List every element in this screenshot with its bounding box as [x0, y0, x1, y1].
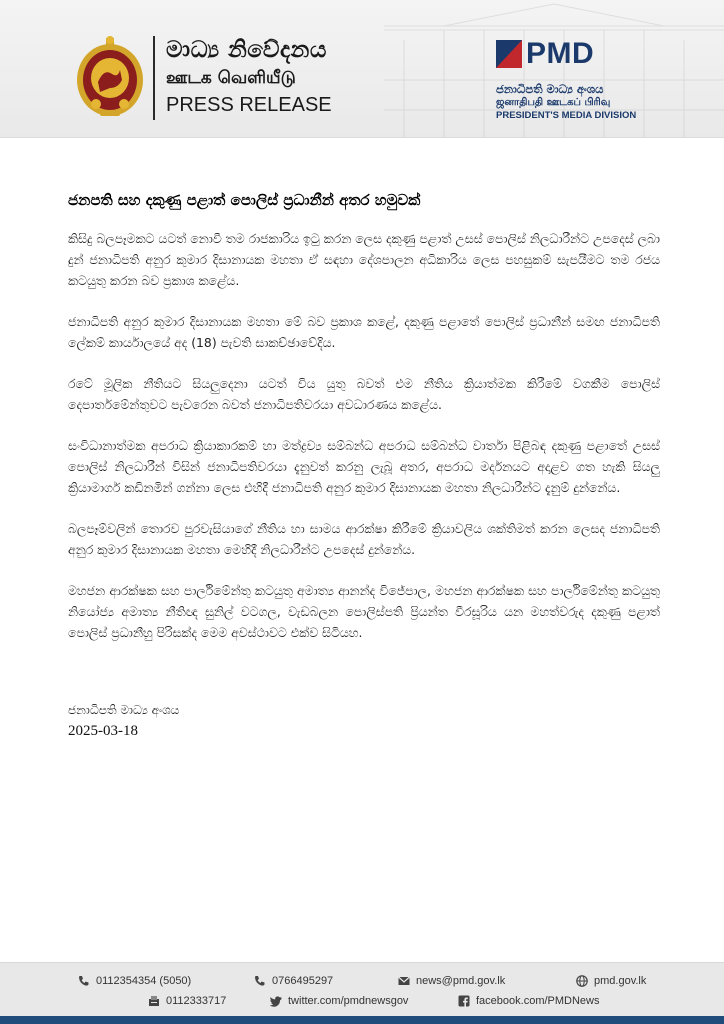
globe-icon	[576, 975, 588, 987]
footer-facebook-text: facebook.com/PMDNews	[476, 995, 600, 1007]
footer-fax-text: 0112333717	[166, 995, 227, 1007]
footer-email-text: news@pmd.gov.lk	[416, 975, 506, 987]
footer-facebook[interactable]	[458, 993, 600, 1009]
footer-website[interactable]	[576, 973, 646, 989]
title-tamil: ஊடக வெளியீடு	[166, 68, 296, 88]
paragraph: කිසිදු බලපෑමකට යටත් නොවී තම රාජකාරිය ඉටු කරන ලෙස දකුණු පළාත් උසස් පොලිස් නිලධාරීන්ට උපදෙස් ලබා දුන් ජනාධිපති අනුර කුමාර දිසානායක මහතා ඒ සඳහා දේශපාලන අධිකාරිය ලෙස පහසුකම් සැපයීමට තම රජය කටයුතු කරන බව ප්‍රකාශ කළේය.	[68, 231, 660, 288]
phone-icon	[78, 975, 90, 987]
footer-twitter[interactable]	[270, 993, 408, 1009]
email-icon	[398, 975, 410, 987]
footer-fax[interactable]	[148, 993, 226, 1009]
footer-twitter-text: twitter.com/pmdnewsgov	[288, 995, 409, 1007]
footer-phone-text: 0112354354 (5050)	[96, 975, 192, 987]
pmd-name-tamil: ஜனாதிபதி ஊடகப் பிரிவு	[496, 97, 611, 108]
phone-icon	[254, 975, 266, 987]
pmd-logo	[496, 34, 676, 74]
footer-accent-bar	[0, 1016, 724, 1024]
title-sinhala: මාධ්‍ය නිවේදනය	[166, 37, 327, 63]
header-divider	[153, 36, 155, 120]
pmd-name-sinhala: ජනාධිපති මාධ්‍ය අංශය	[496, 82, 604, 96]
pmd-brand-block	[496, 34, 676, 122]
paragraph: ජනාධිපති අනුර කුමාර දිසානායක මහතා මේ බව ප්‍රකාශ කළේ, දකුණු පළාතේ පොලිස් ප්‍රධානීන් සමඟ ජනාධිපති ලේකම් කාර්යාලයේ අද (18) පැවති සාකච්ඡාවේදිය.	[68, 314, 660, 350]
footer-website-text: pmd.gov.lk	[594, 975, 647, 987]
sri-lanka-emblem-icon	[74, 34, 146, 120]
footer-mobile-text: 0766495297	[272, 975, 334, 987]
document-title: ජනපති සහ දකුණු පළාත් පොලිස් ප්‍රධානීන් අතර හමුවක්	[68, 191, 421, 209]
letterhead-header	[0, 0, 724, 138]
footer-phone[interactable]	[78, 973, 191, 989]
paragraph: සංවිධානාත්මක අපරාධ ක්‍රියාකාරකම් හා මත්ද්‍රව්‍ය සම්බන්ධ අපරාධ සම්බන්ධ වාර්තා පිළිබඳ දකුණු පළාතේ උසස් පොලිස් නිලධාරීන් විසින් ජනාධිපතිවරයා දැනුවත් කරනු ලැබූ අතර, අපරාධ මර්දනයට අදාළව ගත හැකි සියලු ක්‍රියාමාර්ග කඩිනමින් ගන්නා ලෙස එහිදී ජනාධිපති අනුර කුමාර දිසානායක මහතා නිලධාරීන්ට දැනුම් දුන්නේය.	[68, 438, 660, 495]
fax-icon	[148, 995, 160, 1007]
footer-mobile[interactable]	[254, 973, 333, 989]
release-date: 2025-03-18	[68, 723, 138, 739]
facebook-icon	[458, 995, 470, 1007]
signature-name: ජනාධිපති මාධ්‍ය අංශය	[68, 703, 180, 717]
pmd-name-english: PRESIDENT'S MEDIA DIVISION	[496, 110, 637, 121]
press-release-title-block	[166, 36, 366, 118]
title-english: PRESS RELEASE	[166, 94, 332, 116]
pmd-logo-text: PMD	[526, 37, 595, 70]
paragraph: රටේ මූලික නීතියට සියලුදෙනා යටත් විය යුතු බවත් එම නීතිය ක්‍රියාත්මක කිරීමේ වගකීම පොලිස් දෙපාර්තමේන්තුවට පැවරෙන බවත් ජනාධිපතිවරයා අවධාරණය කළේය.	[68, 376, 660, 412]
twitter-icon	[270, 995, 282, 1007]
paragraph: බලපෑම්වලින් තොරව පුරවැසියාගේ නීතිය හා සාමය ආරක්ෂා කිරීමේ ක්‍රියාවලිය ශක්තිමත් කරන ලෙසද ජනාධිපති අනුර කුමාර දිසානායක මහතා මෙහිදී නිලධාරීන්ට උපදෙස් දුන්නේය.	[68, 521, 660, 557]
letterhead-footer	[0, 962, 724, 1024]
pmd-square-icon	[496, 40, 522, 68]
footer-email[interactable]	[398, 973, 505, 989]
signature-block	[68, 700, 179, 742]
paragraph: මහජන ආරක්ෂක සහ පාර්ලිමේන්තු කටයුතු අමාත්‍ය ආනන්ද විජේපාල, මහජන ආරක්ෂක සහ පාර්ලිමේන්තු කටයුතු නියෝජ්‍ය අමාත්‍ය නීතිඥ සුනිල් වටගල, වැඩබලන පොලිස්පති ප්‍රියන්ත වීරසූරිය යන මහත්වරුද දකුණු පළාත් පොලිස් ප්‍රධානීහු පිරිසක්ද මෙම අවස්ථාවට එක්ව සිටියහ.	[68, 583, 660, 640]
press-release-body	[68, 190, 660, 663]
